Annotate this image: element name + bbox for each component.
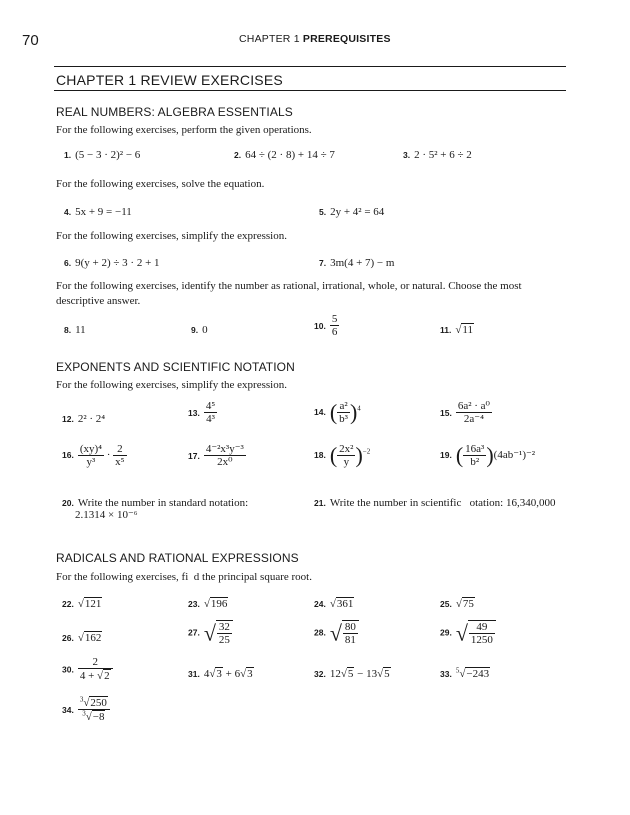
radical-index: 3 <box>82 709 86 718</box>
coefficient: 13 <box>366 668 378 680</box>
exercise-text: Write the number in scientific otation: 16,340,000 <box>329 497 556 509</box>
exercise-number: 17. <box>188 451 200 462</box>
numerator: 32 <box>218 621 230 633</box>
section-heading-real-numbers: REAL NUMBERS: ALGEBRA ESSENTIALS <box>56 105 293 119</box>
denominator-term: 4 + <box>79 670 98 682</box>
exercise-6 <box>64 253 160 271</box>
fraction <box>463 443 486 468</box>
numerator: $^3$√250 <box>78 696 110 710</box>
numerator: 16a³ <box>465 443 485 455</box>
exercise-number: 5. <box>319 207 327 217</box>
exercise-12 <box>62 409 105 427</box>
exercise-number: 25. <box>440 599 452 609</box>
exercise-number: 29. <box>440 627 452 638</box>
exercise-number: 3. <box>403 150 411 160</box>
exercise-9 <box>191 320 208 338</box>
exercise-expression: 9(y + 2) ÷ 3 · 2 + 1 <box>75 257 160 269</box>
exercise-expression: (5 − 3 · 2)² − 6 <box>75 149 141 161</box>
fraction <box>337 443 355 468</box>
radicand: 121 <box>84 598 102 610</box>
exercise-5 <box>319 202 384 220</box>
instruction-exponents: For the following exercises, simplify the expression. <box>56 379 287 391</box>
radicand: 5 <box>384 668 390 680</box>
exercise-number: 27. <box>188 627 200 638</box>
exercise-number: 2. <box>234 150 242 160</box>
radicand: 3 <box>216 668 222 680</box>
exercise-19: 19. ( $\frac{\text{16a³}}{\text{b²}}$ )(4ab⁻¹)⁻² <box>440 442 536 468</box>
exercise-number: 12. <box>62 414 74 424</box>
coefficient: 12 <box>329 668 341 680</box>
radicand: 3 <box>247 668 253 680</box>
exercise-24: 24. √361 <box>314 598 354 610</box>
denominator: 2a⁻⁴ <box>463 413 484 425</box>
exercise-expression: 2² · 2⁴ <box>77 413 106 425</box>
operator: + <box>222 668 235 680</box>
exercise-10 <box>314 313 339 338</box>
coefficient: 6 <box>234 668 241 680</box>
exercise-number: 21. <box>314 498 326 508</box>
chapter-label: CHAPTER 1 <box>239 33 300 45</box>
exercise-number: 4. <box>64 207 72 217</box>
running-header <box>239 33 391 45</box>
exercise-expression: 11 <box>75 324 86 336</box>
exercise-14: 14. ( $\frac{\text{a²}}{\text{b³}}$ )$^4$ <box>314 399 361 425</box>
exercise-number: 6. <box>64 258 72 268</box>
exercise-31: 31. 4√3 + 6√3 <box>188 668 253 680</box>
section-heading-exponents: EXPONENTS AND SCIENTIFIC NOTATION <box>56 360 295 374</box>
denominator: 25 <box>218 634 230 646</box>
exercise-number: 33. <box>440 669 452 679</box>
operator: − <box>354 668 367 680</box>
numerator: 2 <box>78 656 113 669</box>
exercise-number: 19. <box>440 450 452 461</box>
exercise-number: 34. <box>62 705 74 716</box>
numerator: 6a² · a⁰ <box>457 400 490 412</box>
instruction-operations: For the following exercises, perform the given operations. <box>56 124 312 136</box>
dot-operator: · <box>106 449 111 462</box>
exercise-number: 32. <box>314 669 326 679</box>
exercise-28: 28. √ $\frac{80}{81}$ <box>314 620 359 646</box>
exercise-11 <box>440 320 474 338</box>
fraction <box>468 620 496 646</box>
denominator: y³ <box>86 456 96 468</box>
exercise-18: 18. ( $\frac{\text{2x²}}{y}$ )$^{-2}$ <box>314 442 371 468</box>
exercise-expression: 2 · 5² + 6 ÷ 2 <box>414 149 472 161</box>
exercise-7 <box>319 253 394 271</box>
exercise-number: 11. <box>440 325 452 335</box>
denominator: x⁵ <box>115 456 125 468</box>
exercise-number: 15. <box>440 408 452 419</box>
fraction <box>456 400 492 425</box>
radical-index: 3 <box>79 695 84 704</box>
exercise-17 <box>188 443 246 468</box>
numerator: 80 <box>344 621 356 633</box>
instruction-solve: For the following exercises, solve the equation. <box>56 178 265 190</box>
radicand: 361 <box>336 598 354 610</box>
exercise-expression: 2y + 4² = 64 <box>330 206 385 218</box>
radicand: 11 <box>462 324 473 336</box>
fraction <box>78 696 110 723</box>
exercise-number: 30. <box>62 664 74 675</box>
exercise-number: 28. <box>314 627 326 638</box>
chapter-review-title: CHAPTER 1 REVIEW EXERCISES <box>56 72 283 88</box>
exercise-number: 1. <box>64 150 72 160</box>
exercise-25: 25. √75 <box>440 598 474 610</box>
exercise-number: 10. <box>314 321 326 332</box>
radicand: 75 <box>462 598 474 610</box>
exercise-number: 23. <box>188 599 200 609</box>
exercise-number: 20. <box>62 498 74 508</box>
numerator: 4⁻²x³y⁻³ <box>205 443 244 455</box>
exercise-13 <box>188 400 217 425</box>
radicand: −8 <box>92 711 105 723</box>
radicand: −243 <box>466 668 490 680</box>
coefficient: 4 <box>203 668 210 680</box>
exercise-number: 22. <box>62 599 74 609</box>
exponent: −2 <box>362 447 371 456</box>
exercise-expression: 0 <box>202 324 208 336</box>
exercise-2 <box>234 145 335 163</box>
exercise-expression: 3m(4 + 7) − m <box>330 257 395 269</box>
exercise-expression: 64 ÷ (2 · 8) + 14 ÷ 7 <box>245 149 335 161</box>
denominator: 4 + √2 <box>79 670 110 682</box>
exercise-number: 14. <box>314 407 326 418</box>
exercise-22: 22. √121 <box>62 598 102 610</box>
instruction-identify: For the following exercises, identify the number as rational, irrational, whole, or natural. Choose the most descriptive answer. <box>56 280 522 307</box>
exercise-23: 23. √196 <box>188 598 228 610</box>
numerator: 2 <box>113 443 126 456</box>
denominator: b² <box>470 456 480 468</box>
exercise-21 <box>314 493 555 511</box>
exercise-33: 33. $^5$√−243 <box>440 666 490 680</box>
section-heading-radicals: RADICALS AND RATIONAL EXPRESSIONS <box>56 551 299 565</box>
exercise-20-value: 2.1314 × 10⁻⁶ <box>75 509 138 521</box>
title-rule-top <box>54 66 566 67</box>
radicand: 196 <box>210 598 228 610</box>
exercise-number: 24. <box>314 599 326 609</box>
exercise-number: 7. <box>319 258 327 268</box>
numerator: 49 <box>469 621 495 634</box>
title-rule-bottom <box>54 90 566 91</box>
fraction <box>204 400 217 425</box>
denominator: 6 <box>331 326 338 338</box>
fraction <box>204 443 246 468</box>
fraction <box>330 313 340 338</box>
numerator: 2x² <box>339 443 354 455</box>
radicand: 2 <box>104 670 110 682</box>
exercise-16 <box>62 443 127 468</box>
denominator: 2x⁰ <box>217 456 233 468</box>
numerator: 4⁵ <box>205 400 216 412</box>
fraction <box>78 656 113 682</box>
exercise-number: 8. <box>64 325 72 335</box>
exercise-expression: √11 <box>455 324 473 336</box>
numerator: 5 <box>331 313 338 325</box>
fraction <box>337 400 350 425</box>
denominator: 1250 <box>470 634 493 646</box>
exercise-26: 26. √162 <box>62 632 102 644</box>
exercise-34 <box>62 696 110 723</box>
radical-index: 5 <box>455 666 460 675</box>
radicand: 5 <box>347 668 354 680</box>
denominator: 4³ <box>206 413 215 425</box>
exercise-8 <box>64 320 86 338</box>
denominator: $^3$√−8 <box>82 709 105 723</box>
page-number: 70 <box>22 32 39 49</box>
fraction <box>342 620 359 646</box>
fraction <box>113 443 126 468</box>
chapter-name: PREREQUISITES <box>302 33 391 45</box>
numerator: (xy)⁴ <box>79 443 102 455</box>
exercise-3 <box>403 145 472 163</box>
exercise-1 <box>64 145 140 163</box>
expression-tail: (4ab⁻¹)⁻² <box>493 449 536 462</box>
fraction <box>78 443 104 468</box>
radicand: 250 <box>90 697 107 709</box>
exercise-number: 9. <box>191 325 199 335</box>
exercise-15 <box>440 400 492 425</box>
denominator: 81 <box>344 634 356 646</box>
exercise-27: 27. √ $\frac{32}{25}$ <box>188 620 233 646</box>
exercise-number: 16. <box>62 450 74 461</box>
exercise-32: 32. 12√5 − 13√5 <box>314 668 390 680</box>
radicand: 162 <box>84 632 102 644</box>
exercise-expression: 5x + 9 = −11 <box>75 206 132 218</box>
denominator: y <box>343 456 350 468</box>
exercise-text: Write the number in standard notation: <box>77 497 249 509</box>
exercise-4 <box>64 202 132 220</box>
instruction-simplify: For the following exercises, simplify the expression. <box>56 230 287 242</box>
exercise-number: 18. <box>314 450 326 461</box>
exercise-number: 13. <box>188 408 200 419</box>
denominator: b³ <box>339 413 348 425</box>
fraction <box>216 620 233 646</box>
exercise-30 <box>62 656 113 682</box>
exponent: 4 <box>357 404 361 413</box>
numerator: a² <box>337 400 350 413</box>
instruction-radicals: For the following exercises, fi d the principal square root. <box>56 571 312 583</box>
exercise-29: 29. √ $\frac{49}{1250}$ <box>440 620 496 646</box>
exercise-number: 31. <box>188 669 200 679</box>
exercise-number: 26. <box>62 633 74 643</box>
